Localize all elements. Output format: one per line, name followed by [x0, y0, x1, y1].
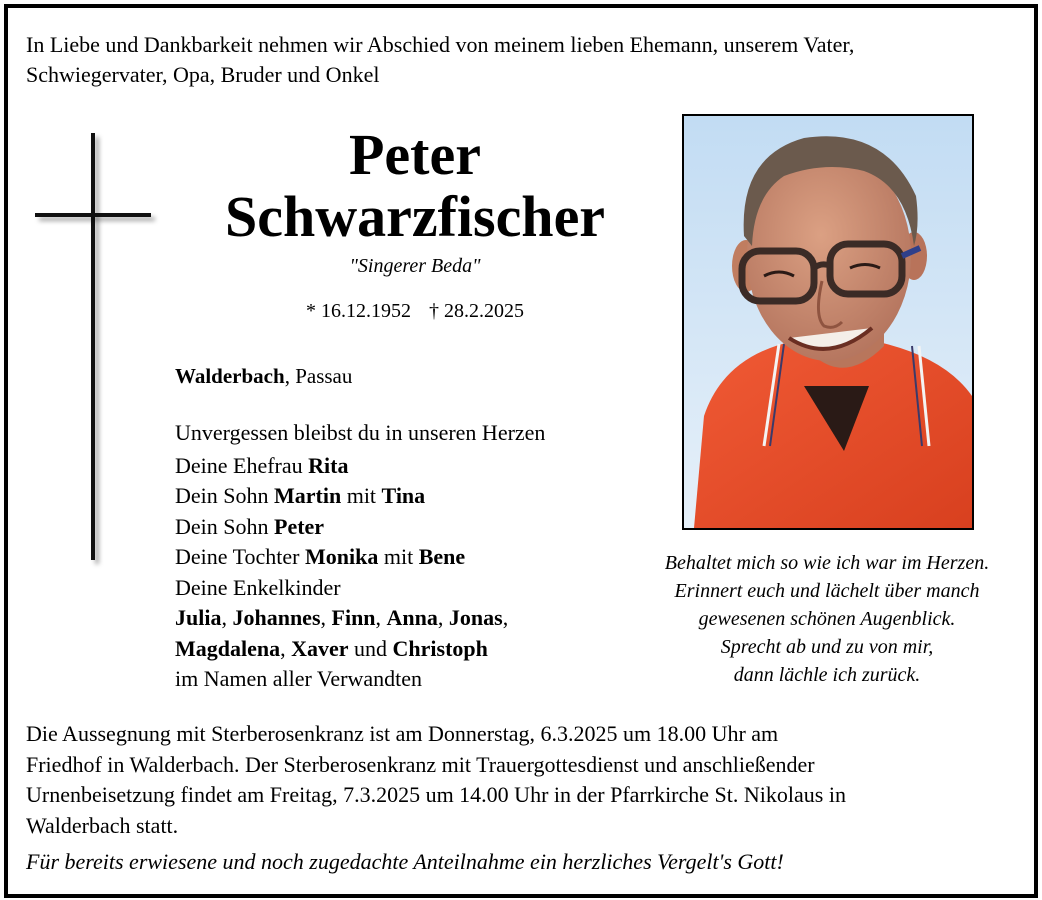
- ceremony-line: Walderbach statt.: [26, 812, 179, 838]
- verse-line: dann lächle ich zurück.: [733, 664, 921, 686]
- ceremony-line: Urnenbeisetzung findet am Freitag, 7.3.2025 um 14.00 Uhr in der Pfarrkirche St. Nikolaus in: [26, 782, 846, 807]
- separator: und: [348, 635, 393, 661]
- mourner-son-2: [175, 512, 645, 543]
- mourner-connector: mit: [341, 483, 382, 508]
- mourner-prefix: Dein Sohn: [175, 483, 274, 508]
- separator: ,: [221, 605, 233, 630]
- mourner-partner-name: Tina: [381, 483, 426, 508]
- mourners-closing: im Namen aller Verwandten: [175, 666, 423, 691]
- mourner-prefix: Deine Ehefrau: [175, 452, 309, 478]
- grandchild-name: Magdalena: [175, 635, 281, 661]
- mourner-prefix: Deine Tochter: [175, 544, 306, 569]
- residence-town: Walderbach: [175, 364, 285, 388]
- residence-region: Passau: [295, 364, 353, 388]
- verse: [612, 549, 1042, 689]
- intro-line-1: In Liebe und Dankbarkeit nehmen wir Abschied von meinem lieben Ehemann, unserem Vater,: [26, 32, 855, 57]
- nickname: "Singerer Beda": [349, 255, 481, 277]
- separator: ,: [280, 635, 292, 661]
- residence: [175, 364, 352, 389]
- last-name: Schwarzfischer: [224, 184, 606, 249]
- separator: ,: [502, 605, 509, 630]
- grandchildren-line-1: [175, 603, 645, 634]
- mourners-list: [175, 418, 645, 695]
- mourner-partner-name: Bene: [418, 544, 466, 569]
- grandchild-name: Johannes: [232, 605, 321, 630]
- grandchild-name: Jonas: [448, 605, 503, 630]
- first-name: Peter: [349, 122, 481, 187]
- grandchild-name: Julia: [175, 605, 222, 630]
- mourner-son-1: [175, 481, 645, 512]
- portrait-illustration: [684, 116, 972, 528]
- grandchild-name: Christoph: [392, 635, 488, 661]
- separator: ,: [437, 605, 449, 630]
- grandchild-name: Finn: [331, 605, 376, 630]
- grandchildren-line-2: [175, 634, 645, 665]
- portrait-photo: [682, 114, 974, 530]
- grandchild-name: Anna: [386, 605, 438, 630]
- verse-line: Sprecht ab und zu von mir,: [720, 636, 934, 658]
- grandchild-name: Xaver: [291, 635, 349, 661]
- mourner-name: Martin: [274, 483, 342, 508]
- verse-line: Erinnert euch und lächelt über manch: [674, 580, 980, 602]
- separator: ,: [320, 605, 332, 630]
- mourner-wife: [175, 451, 645, 482]
- birth-date: * 16.12.1952: [306, 300, 411, 322]
- mourners-opening: Unvergessen bleibst du in unseren Herzen: [175, 420, 546, 445]
- ceremony-details: [26, 719, 1026, 841]
- residence-separator: ,: [284, 364, 296, 388]
- verse-line: gewesenen schönen Augenblick.: [698, 608, 956, 630]
- cross-vertical-bar: [91, 133, 95, 560]
- mourner-connector: mit: [378, 544, 419, 569]
- verse-line: Behaltet mich so wie ich war im Herzen.: [664, 552, 990, 574]
- mourner-name: Rita: [308, 452, 349, 478]
- death-date: † 28.2.2025: [429, 300, 524, 322]
- mourner-prefix: Dein Sohn: [175, 513, 274, 539]
- mourner-name: Peter: [274, 513, 325, 539]
- separator: ,: [375, 605, 387, 630]
- life-dates: [195, 300, 635, 323]
- cross-horizontal-bar: [35, 213, 151, 217]
- deceased-name: [195, 124, 635, 248]
- ceremony-line: Die Aussegnung mit Sterberosenkranz ist am Donnerstag, 6.3.2025 um 18.00 Uhr am: [26, 721, 779, 746]
- grandchildren-label: Deine Enkelkinder: [175, 574, 341, 600]
- thanks-note: Für bereits erwiesene und noch zugedachte Anteilnahme ein herzliches Vergelt's Gott!: [26, 849, 784, 874]
- ceremony-line: Friedhof in Walderbach. Der Sterberosenkranz mit Trauergottesdienst und anschließender: [26, 751, 815, 777]
- intro-text: [26, 30, 1026, 90]
- mourner-daughter: [175, 542, 645, 573]
- intro-line-2: Schwiegervater, Opa, Bruder und Onkel: [26, 62, 380, 87]
- mourner-name: Monika: [305, 544, 379, 569]
